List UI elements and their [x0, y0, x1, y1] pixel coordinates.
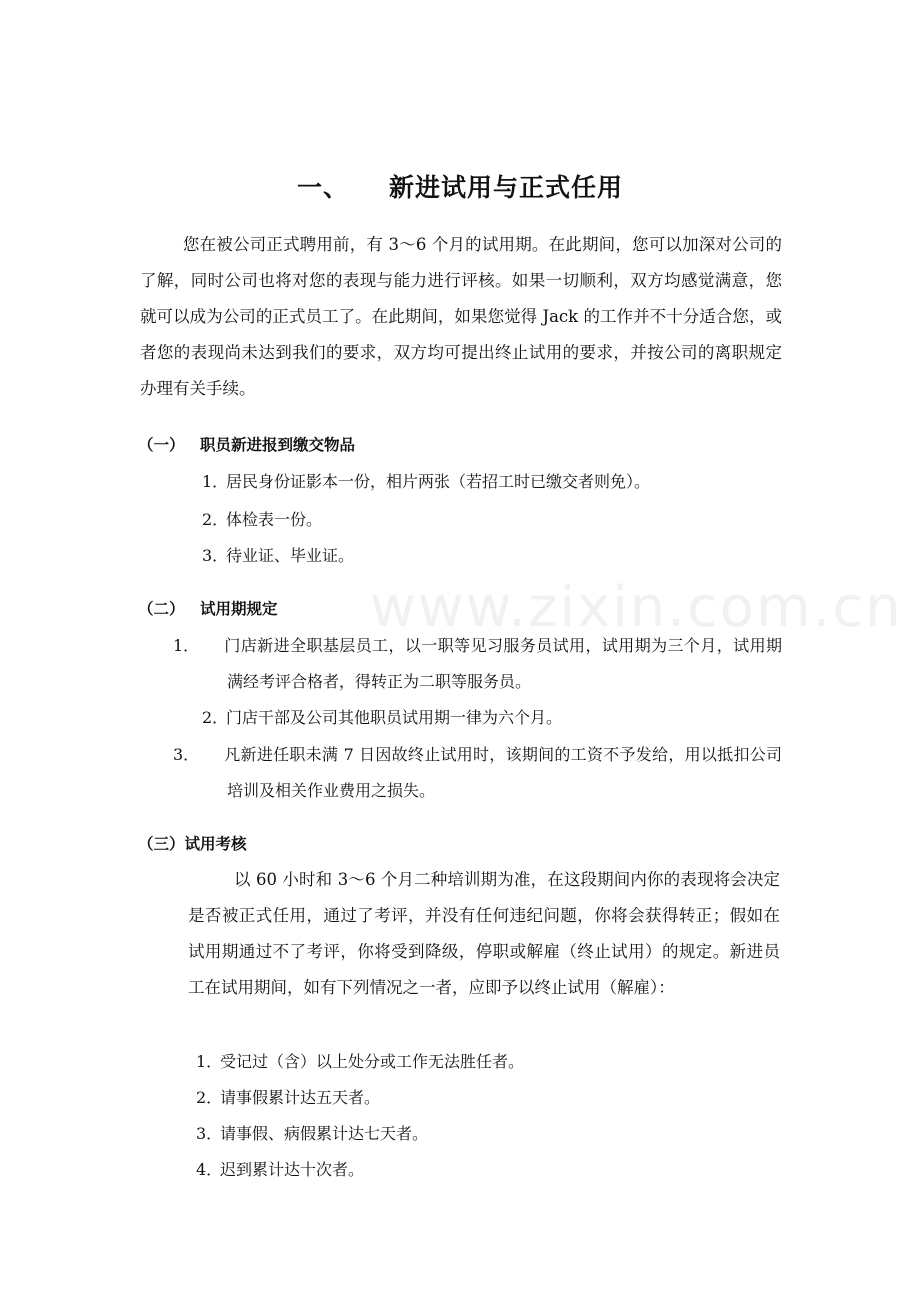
list-item: [196, 1080, 380, 1116]
item-text: 待业证、毕业证。: [226, 546, 355, 565]
item-number: 2．: [196, 1088, 223, 1107]
item-text: 受记过（含）以上处分或工作无法胜任者。: [220, 1052, 525, 1071]
item-number: 3．: [202, 546, 229, 565]
section-heading-2: [138, 597, 278, 619]
section-heading-3: [138, 832, 247, 854]
list-item: [202, 464, 650, 500]
list-item: [202, 538, 354, 574]
assessment-paragraph: 以 60 小时和 3～6 个月二种培训期为准，在这段期间内你的表现将会决定是否被正式任用，通过了考评，并没有任何违纪问题，你将会获得转正；假如在试用期通过不了考评，你将受到降级，停职或解雇（终止试用）的规定。新进员工在试用期间，如有下列情况之一者，应即予以终止试用（解雇）：: [188, 870, 780, 997]
item-text: 体检表一份。: [226, 510, 323, 529]
list-item: [196, 1152, 364, 1188]
item-text: 迟到累计达十次者。: [220, 1160, 365, 1179]
item-text: 请事假累计达五天者。: [220, 1088, 381, 1107]
item-text: 居民身份证影本一份，相片两张（若招工时已缴交者则免）。: [226, 472, 651, 491]
page-title: [0, 168, 920, 204]
list-item: [173, 628, 782, 700]
section-number: （三）: [138, 835, 185, 853]
item-text: 请事假、病假累计达七天者。: [220, 1124, 429, 1143]
section-number: （二）: [138, 600, 185, 618]
section-title: 试用期规定: [200, 600, 278, 618]
list-item: [173, 737, 782, 809]
item-number: 3．: [196, 1124, 223, 1143]
item-text: 门店新进全职基层员工，以一职等见习服务员试用，试用期为三个月，试用期满经考评合格者，得转正为二职等服务员。: [224, 636, 782, 691]
intro-paragraph: 您在被公司正式聘用前，有 3～6 个月的试用期。在此期间，您可以加深对公司的了解，同时公司也将对您的表现与能力进行评核。如果一切顺利，双方均感觉满意，您就可以成为公司的正式员工了。在此期间，如果您觉得 Jack 的工作并不十分适合您，或者您的表现尚未达到我们的要求，双方均可提出终止试用的要求，并按公司的离职规定办理有关手续。: [140, 235, 782, 398]
item-number: 2．: [202, 510, 229, 529]
list-item: [196, 1116, 428, 1152]
item-number: 3．: [173, 745, 200, 764]
title-text: 新进试用与正式任用: [389, 173, 624, 202]
section-title: 试用考核: [184, 835, 247, 853]
item-number: 1．: [202, 472, 229, 491]
list-item: [202, 502, 322, 538]
title-number: 一、: [296, 173, 349, 202]
section-title: 职员新进报到缴交物品: [200, 436, 356, 454]
section-number: （一）: [138, 436, 185, 454]
list-item: [196, 1044, 524, 1080]
watermark-text: www.zixin.com.cn: [370, 575, 903, 640]
item-text: 凡新进任职未满 7 日因故终止试用时，该期间的工资不予发给，用以抵扣公司培训及相关作业费用之损失。: [224, 745, 782, 800]
item-number: 2．: [202, 708, 229, 727]
section-heading-1: [138, 433, 355, 455]
list-item: [202, 700, 562, 736]
item-number: 4．: [196, 1160, 223, 1179]
item-number: 1．: [196, 1052, 223, 1071]
item-text: 门店干部及公司其他职员试用期一律为六个月。: [226, 708, 563, 727]
item-number: 1．: [173, 636, 200, 655]
